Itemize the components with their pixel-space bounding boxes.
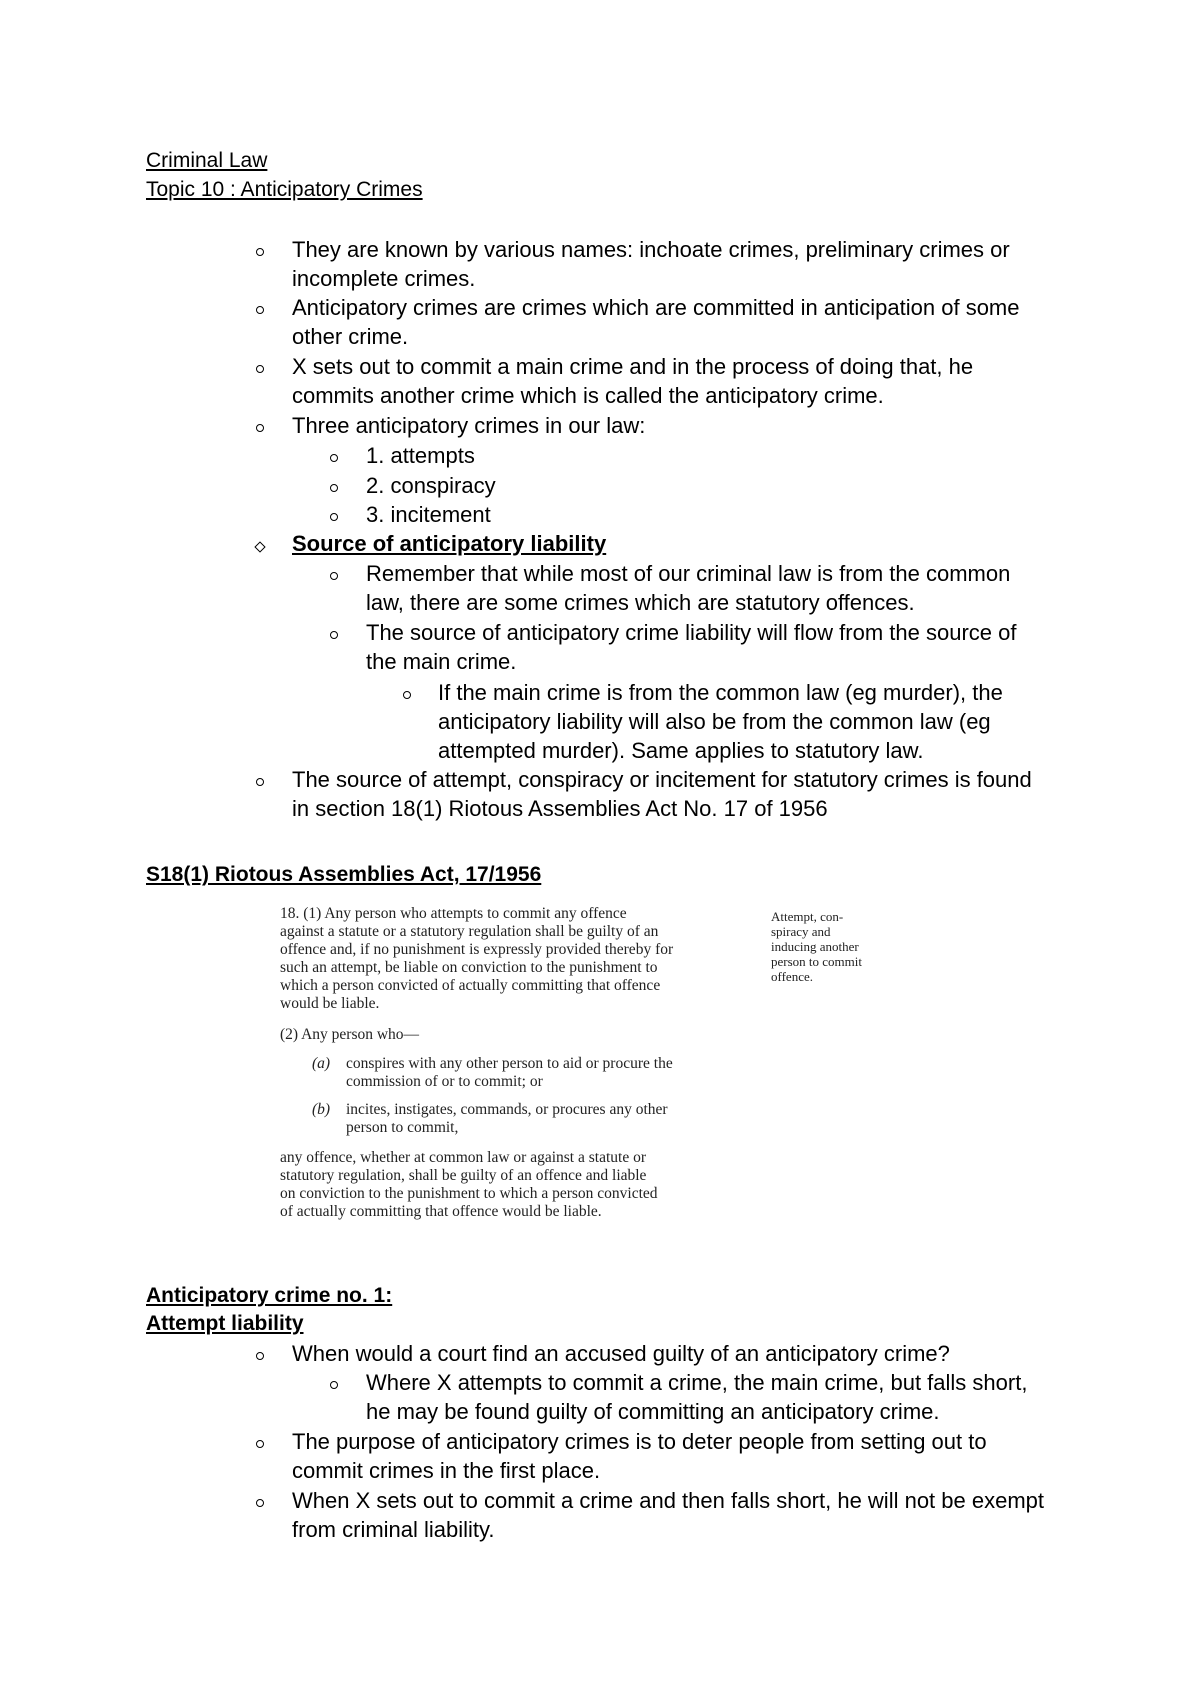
crime-item-attempts: 1. attempts bbox=[366, 443, 475, 468]
statute-p1-line-2: against a statute or a statutory regulation shall be guilty of an bbox=[280, 923, 659, 940]
statute-p2: (2) Any person who— bbox=[280, 1026, 420, 1043]
source-heading: Source of anticipatory liability bbox=[292, 531, 607, 556]
bullet-icon bbox=[330, 484, 338, 492]
crime-item-conspiracy: 2. conspiracy bbox=[366, 473, 496, 498]
statute-margin-line-1: Attempt, con- bbox=[771, 909, 844, 924]
statute-p3-line-1: any offence, whether at common law or against a statute or bbox=[280, 1149, 646, 1166]
statute-margin-line-5: offence. bbox=[771, 969, 813, 984]
statute-a-line-2: commission of or to commit; or bbox=[346, 1073, 543, 1090]
bullet-icon bbox=[330, 631, 338, 639]
bullet-icon bbox=[256, 778, 264, 786]
bullet-icon bbox=[256, 306, 264, 314]
intro-bullet-1-line-2: incomplete crimes. bbox=[292, 266, 476, 291]
statute-p1-line-5: which a person convicted of actually committing that offence bbox=[280, 977, 661, 994]
attempt-heading-1: Anticipatory crime no. 1: bbox=[146, 1284, 393, 1307]
intro-bullet-3-line-1: X sets out to commit a main crime and in the process of doing that, he bbox=[292, 354, 974, 379]
statute-excerpt-image bbox=[276, 905, 896, 1230]
attempt-bullet-3-line-1: When X sets out to commit a crime and then falls short, he will not be exempt bbox=[292, 1488, 1045, 1513]
diamond-bullet-icon bbox=[254, 541, 265, 552]
crime-item-incitement: 3. incitement bbox=[366, 502, 491, 527]
statute-margin-line-3: inducing another bbox=[771, 939, 859, 954]
bullet-icon bbox=[256, 1499, 264, 1507]
statute-p3-line-3: on conviction to the punishment to which a person convicted bbox=[280, 1185, 658, 1202]
bullet-icon bbox=[330, 572, 338, 580]
section-heading: S18(1) Riotous Assemblies Act, 17/1956 bbox=[146, 863, 542, 886]
source-bullet-1-line-1: Remember that while most of our criminal law is from the common bbox=[366, 561, 1011, 586]
source-bullet-2-line-1: The source of anticipatory crime liability will flow from the source of bbox=[366, 620, 1017, 645]
attempt-heading-2: Attempt liability bbox=[146, 1312, 304, 1335]
statute-p1-line-1: 18. (1) Any person who attempts to commit any offence bbox=[280, 905, 627, 922]
statute-p1-line-6: would be liable. bbox=[280, 995, 380, 1012]
bullet-icon bbox=[256, 1440, 264, 1448]
source-sub-line-1: If the main crime is from the common law (eg murder), the bbox=[438, 680, 1003, 705]
source-sub-line-3: attempted murder). Same applies to statutory law. bbox=[438, 738, 924, 763]
source-sub-line-2: anticipatory liability will also be from the common law (eg bbox=[438, 709, 991, 734]
attempt-sub-line-2: he may be found guilty of committing an anticipatory crime. bbox=[366, 1399, 940, 1424]
statutory-bullet-line-2: in section 18(1) Riotous Assemblies Act No. 17 of 1956 bbox=[292, 796, 828, 821]
source-bullet-1-line-2: law, there are some crimes which are statutory offences. bbox=[366, 590, 915, 615]
subject-heading: Criminal Law bbox=[146, 149, 268, 172]
source-bullet-2-line-2: the main crime. bbox=[366, 649, 517, 674]
intro-bullet-1-line-1: They are known by various names: inchoate crimes, preliminary crimes or bbox=[292, 237, 1010, 262]
attempt-bullet-3-line-2: from criminal liability. bbox=[292, 1517, 495, 1542]
statute-p1-line-4: such an attempt, be liable on conviction to the punishment to bbox=[280, 959, 658, 976]
bullet-icon bbox=[256, 1352, 264, 1360]
bullet-icon bbox=[256, 248, 264, 256]
statute-b-label: (b) bbox=[312, 1101, 331, 1118]
bullet-icon bbox=[330, 1381, 338, 1389]
attempt-bullet-2-line-2: commit crimes in the first place. bbox=[292, 1458, 601, 1483]
bullet-icon bbox=[330, 454, 338, 462]
bullet-icon bbox=[256, 365, 264, 373]
bullet-icon bbox=[256, 424, 264, 432]
attempt-sub-line-1: Where X attempts to commit a crime, the main crime, but falls short, bbox=[366, 1370, 1028, 1395]
intro-bullet-4-line-1: Three anticipatory crimes in our law: bbox=[292, 413, 646, 438]
attempt-bullet-2-line-1: The purpose of anticipatory crimes is to deter people from setting out to bbox=[292, 1429, 987, 1454]
statute-b-line-2: person to commit, bbox=[346, 1119, 459, 1136]
intro-bullet-2-line-1: Anticipatory crimes are crimes which are committed in anticipation of some bbox=[292, 295, 1020, 320]
attempt-bullet-1-line-1: When would a court find an accused guilty of an anticipatory crime? bbox=[292, 1341, 950, 1366]
statute-margin-line-4: person to commit bbox=[771, 954, 862, 969]
statute-a-line-1: conspires with any other person to aid or procure the bbox=[346, 1055, 673, 1072]
bullet-icon bbox=[330, 513, 338, 521]
bullet-icon bbox=[403, 691, 411, 699]
topic-heading: Topic 10 : Anticipatory Crimes bbox=[146, 178, 423, 201]
statutory-bullet-line-1: The source of attempt, conspiracy or incitement for statutory crimes is found bbox=[292, 767, 1032, 792]
statute-b-line-1: incites, instigates, commands, or procures any other bbox=[346, 1101, 668, 1118]
statute-p1-line-3: offence and, if no punishment is expressly provided thereby for bbox=[280, 941, 674, 958]
intro-bullet-3-line-2: commits another crime which is called the anticipatory crime. bbox=[292, 383, 884, 408]
statute-p3-line-2: statutory regulation, shall be guilty of an offence and liable bbox=[280, 1167, 647, 1184]
statute-p3-line-4: of actually committing that offence would be liable. bbox=[280, 1203, 602, 1220]
intro-bullet-2-line-2: other crime. bbox=[292, 324, 409, 349]
statute-a-label: (a) bbox=[312, 1055, 331, 1072]
statute-margin-line-2: spiracy and bbox=[771, 924, 831, 939]
